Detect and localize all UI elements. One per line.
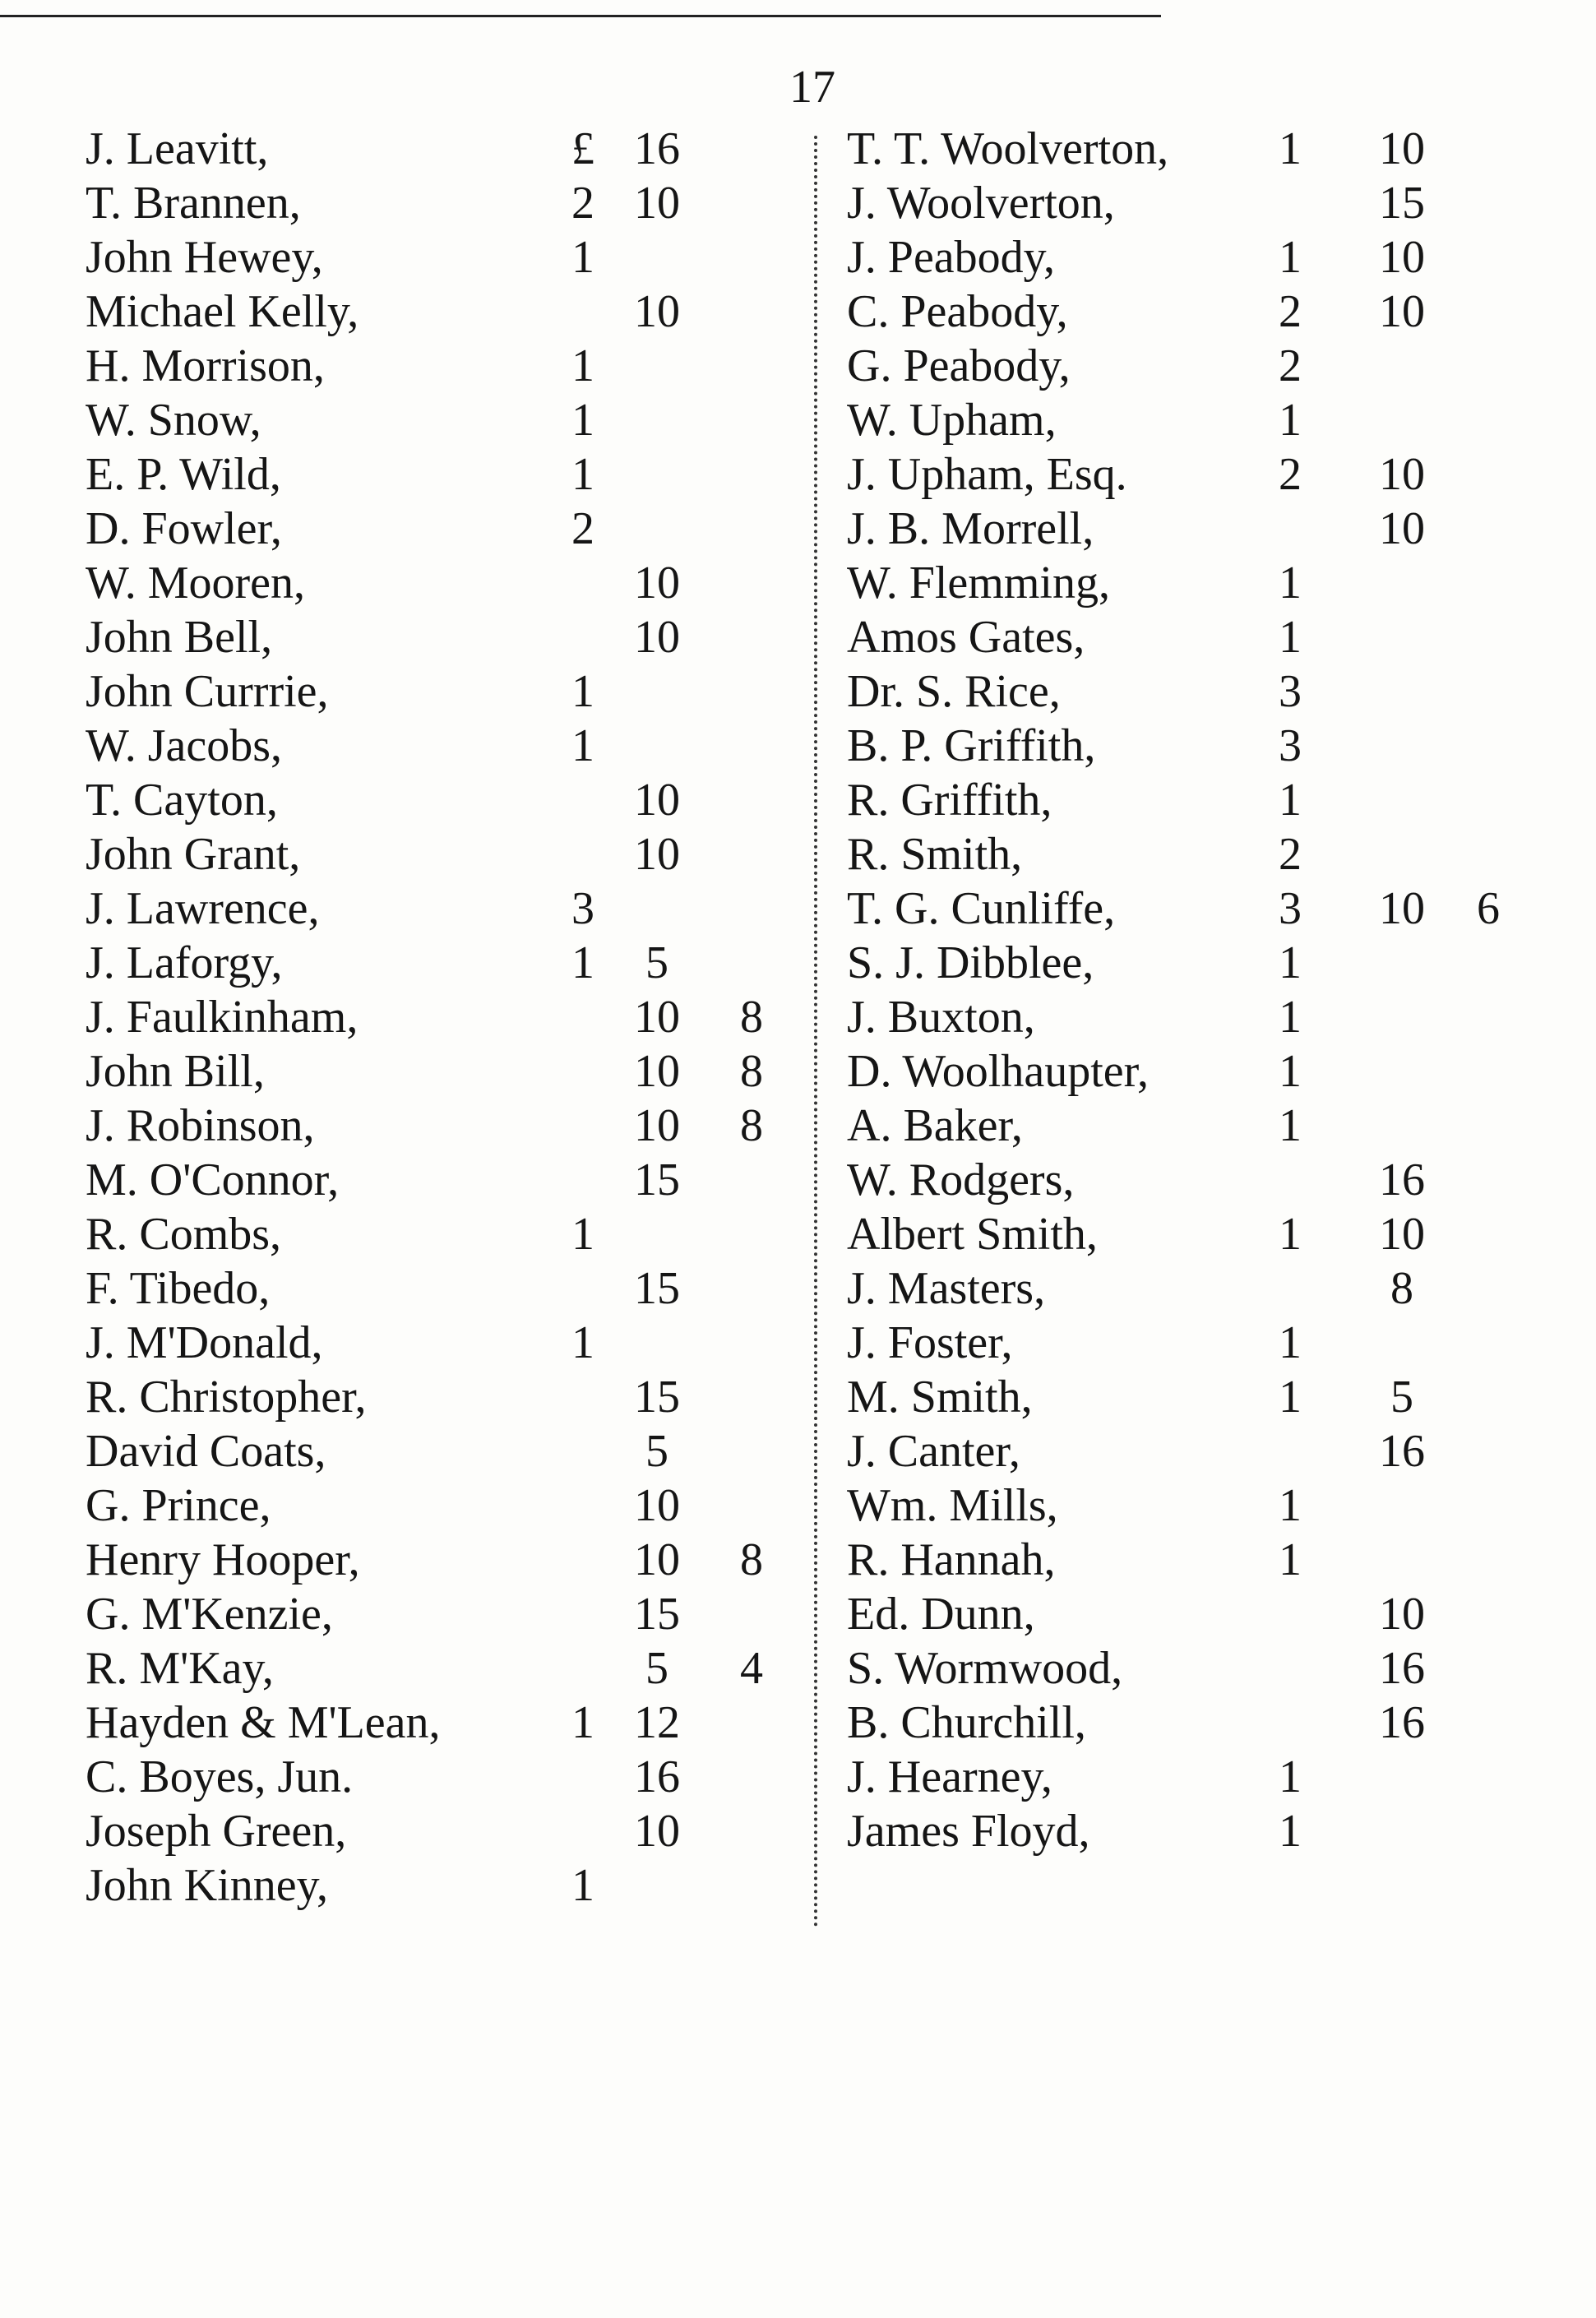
subscriber-name: T. Brannen,: [86, 178, 301, 229]
shillings-value: 10: [634, 178, 680, 229]
pounds-value: 1: [571, 395, 594, 446]
subscriber-name: T. G. Cunliffe,: [847, 883, 1116, 934]
pounds-value: 1: [1279, 1534, 1302, 1585]
page-number: 17: [789, 62, 835, 113]
pounds-value: 1: [571, 1317, 594, 1368]
pounds-value: 1: [571, 666, 594, 717]
subscriber-name: Hayden & M'Lean,: [86, 1697, 441, 1748]
shillings-value: 10: [1379, 1589, 1425, 1640]
subscriber-name: R. Griffith,: [847, 775, 1052, 826]
subscriber-name: John Kinney,: [86, 1860, 329, 1911]
subscriber-name: Albert Smith,: [847, 1209, 1098, 1260]
shillings-value: 10: [1379, 1209, 1425, 1260]
subscriber-name: C. Peabody,: [847, 286, 1068, 337]
pence-value: 8: [740, 1534, 763, 1585]
shillings-value: 15: [634, 1372, 680, 1423]
shillings-value: 15: [634, 1263, 680, 1314]
subscriber-name: J. Canter,: [847, 1426, 1020, 1477]
pounds-value: 1: [1279, 992, 1302, 1043]
subscriber-name: J. Faulkinham,: [86, 992, 359, 1043]
shillings-value: 16: [1379, 1697, 1425, 1748]
pounds-value: 1: [1279, 1480, 1302, 1531]
shillings-value: 10: [634, 558, 680, 608]
subscriber-name: John Bill,: [86, 1046, 265, 1097]
subscriber-name: Wm. Mills,: [847, 1480, 1058, 1531]
subscriber-name: W. Snow,: [86, 395, 261, 446]
subscriber-name: Joseph Green,: [86, 1806, 347, 1857]
subscriber-name: Amos Gates,: [847, 612, 1085, 663]
subscriber-name: T. Cayton,: [86, 775, 278, 826]
subscriber-name: J. Foster,: [847, 1317, 1013, 1368]
subscriber-name: R. Christopher,: [86, 1372, 367, 1423]
subscriber-name: G. Prince,: [86, 1480, 271, 1531]
shillings-value: 5: [645, 1643, 668, 1694]
subscriber-name: S. Wormwood,: [847, 1643, 1123, 1694]
shillings-value: 10: [634, 1534, 680, 1585]
subscriber-name: R. Combs,: [86, 1209, 282, 1260]
subscriber-name: M. Smith,: [847, 1372, 1033, 1423]
subscriber-name: J. Leavitt,: [86, 123, 269, 174]
subscriber-name: A. Baker,: [847, 1100, 1023, 1151]
pounds-value: 1: [571, 340, 594, 391]
shillings-value: 12: [634, 1697, 680, 1748]
shillings-value: 10: [1379, 503, 1425, 554]
subscriber-name: Ed. Dunn,: [847, 1589, 1035, 1640]
shillings-value: 10: [634, 1480, 680, 1531]
shillings-value: 15: [634, 1589, 680, 1640]
subscriber-name: J. Upham, Esq.: [847, 449, 1127, 500]
pounds-value: 1: [571, 449, 594, 500]
pounds-value: 1: [571, 1860, 594, 1911]
subscriber-name: J. B. Morrell,: [847, 503, 1094, 554]
shillings-value: 10: [634, 1806, 680, 1857]
pounds-value: 2: [1279, 449, 1302, 500]
pence-value: 8: [740, 992, 763, 1043]
subscriber-name: W. Rodgers,: [847, 1154, 1075, 1205]
subscriber-name: J. Peabody,: [847, 232, 1056, 283]
subscriber-name: J. Woolverton,: [847, 178, 1115, 229]
subscriber-name: J. Masters,: [847, 1263, 1046, 1314]
subscriber-name: H. Morrison,: [86, 340, 325, 391]
subscriber-name: E. P. Wild,: [86, 449, 281, 500]
pounds-value: 1: [1279, 937, 1302, 988]
pounds-value: 1: [1279, 1806, 1302, 1857]
shillings-value: 8: [1390, 1263, 1413, 1314]
subscriber-name: D. Fowler,: [86, 503, 282, 554]
subscriber-name: Henry Hooper,: [86, 1534, 360, 1585]
pounds-value: 1: [1279, 123, 1302, 174]
pence-value: 8: [740, 1046, 763, 1097]
shillings-value: 10: [1379, 123, 1425, 174]
shillings-value: 5: [645, 937, 668, 988]
pounds-value: 3: [1279, 666, 1302, 717]
subscriber-name: R. M'Kay,: [86, 1643, 274, 1694]
pounds-value: 3: [571, 883, 594, 934]
shillings-value: 16: [1379, 1426, 1425, 1477]
subscriber-name: David Coats,: [86, 1426, 326, 1477]
subscriber-name: J. Robinson,: [86, 1100, 315, 1151]
pounds-value: 1: [1279, 1100, 1302, 1151]
pounds-value: 2: [571, 178, 594, 229]
subscriber-name: T. T. Woolverton,: [847, 123, 1169, 174]
shillings-value: 10: [634, 829, 680, 880]
subscriber-name: Dr. S. Rice,: [847, 666, 1061, 717]
subscriber-name: R. Hannah,: [847, 1534, 1056, 1585]
pence-value: 4: [740, 1643, 763, 1694]
subscriber-name: J. Laforgy,: [86, 937, 283, 988]
shillings-value: 15: [634, 1154, 680, 1205]
subscriber-name: S. J. Dibblee,: [847, 937, 1094, 988]
subscriber-name: B. Churchill,: [847, 1697, 1086, 1748]
shillings-value: 5: [1390, 1372, 1413, 1423]
pounds-value: 2: [571, 503, 594, 554]
pounds-value: 3: [1279, 720, 1302, 771]
pounds-value: 2: [1279, 286, 1302, 337]
subscriber-name: J. Lawrence,: [86, 883, 320, 934]
pounds-value: 2: [1279, 829, 1302, 880]
pounds-value: 1: [1279, 232, 1302, 283]
pounds-value: 3: [1279, 883, 1302, 934]
subscriber-name: W. Flemming,: [847, 558, 1110, 608]
subscriber-name: F. Tibedo,: [86, 1263, 271, 1314]
shillings-value: 10: [634, 1100, 680, 1151]
subscriber-name: G. M'Kenzie,: [86, 1589, 333, 1640]
subscriber-name: B. P. Griffith,: [847, 720, 1096, 771]
pounds-value: 1: [571, 1697, 594, 1748]
pounds-value: 1: [1279, 1372, 1302, 1423]
shillings-value: 5: [645, 1426, 668, 1477]
subscriber-name: R. Smith,: [847, 829, 1023, 880]
shillings-value: 16: [634, 123, 680, 174]
subscriber-name: W. Upham,: [847, 395, 1057, 446]
pounds-value: 1: [1279, 1751, 1302, 1802]
shillings-value: 10: [634, 775, 680, 826]
shillings-value: 10: [1379, 232, 1425, 283]
subscriber-name: John Bell,: [86, 612, 273, 663]
shillings-value: 10: [1379, 449, 1425, 500]
top-rule: [0, 15, 1161, 17]
shillings-value: 16: [1379, 1643, 1425, 1694]
pounds-value: 1: [1279, 558, 1302, 608]
pence-value: 6: [1477, 883, 1500, 934]
pounds-value: 1: [1279, 775, 1302, 826]
subscriber-name: G. Peabody,: [847, 340, 1071, 391]
subscriber-name: Michael Kelly,: [86, 286, 359, 337]
pounds-value: 1: [1279, 1209, 1302, 1260]
column-divider: [814, 136, 817, 1928]
subscriber-name: J. Buxton,: [847, 992, 1035, 1043]
shillings-value: 16: [634, 1751, 680, 1802]
shillings-value: 10: [634, 612, 680, 663]
pounds-value: 1: [571, 232, 594, 283]
subscriber-name: D. Woolhaupter,: [847, 1046, 1150, 1097]
subscriber-name: W. Mooren,: [86, 558, 306, 608]
subscriber-name: J. M'Donald,: [86, 1317, 323, 1368]
subscriber-name: C. Boyes, Jun.: [86, 1751, 354, 1802]
shillings-value: 10: [634, 1046, 680, 1097]
shillings-value: 10: [634, 286, 680, 337]
pounds-value: 2: [1279, 340, 1302, 391]
pounds-value: 1: [1279, 1046, 1302, 1097]
pounds-value: 1: [571, 937, 594, 988]
shillings-value: 16: [1379, 1154, 1425, 1205]
subscriber-name: John Hewey,: [86, 232, 323, 283]
subscriber-name: John Grant,: [86, 829, 301, 880]
shillings-value: 10: [1379, 286, 1425, 337]
subscriber-name: James Floyd,: [847, 1806, 1090, 1857]
subscriber-name: M. O'Connor,: [86, 1154, 340, 1205]
subscriber-name: W. Jacobs,: [86, 720, 283, 771]
shillings-value: 10: [634, 992, 680, 1043]
pounds-value: 1: [571, 720, 594, 771]
pounds-value: 1: [1279, 1317, 1302, 1368]
shillings-value: 15: [1379, 178, 1425, 229]
pounds-value: £: [571, 123, 594, 174]
pence-value: 8: [740, 1100, 763, 1151]
pounds-value: 1: [1279, 395, 1302, 446]
pounds-value: 1: [571, 1209, 594, 1260]
subscriber-name: John Currrie,: [86, 666, 329, 717]
shillings-value: 10: [1379, 883, 1425, 934]
subscriber-name: J. Hearney,: [847, 1751, 1052, 1802]
pounds-value: 1: [1279, 612, 1302, 663]
